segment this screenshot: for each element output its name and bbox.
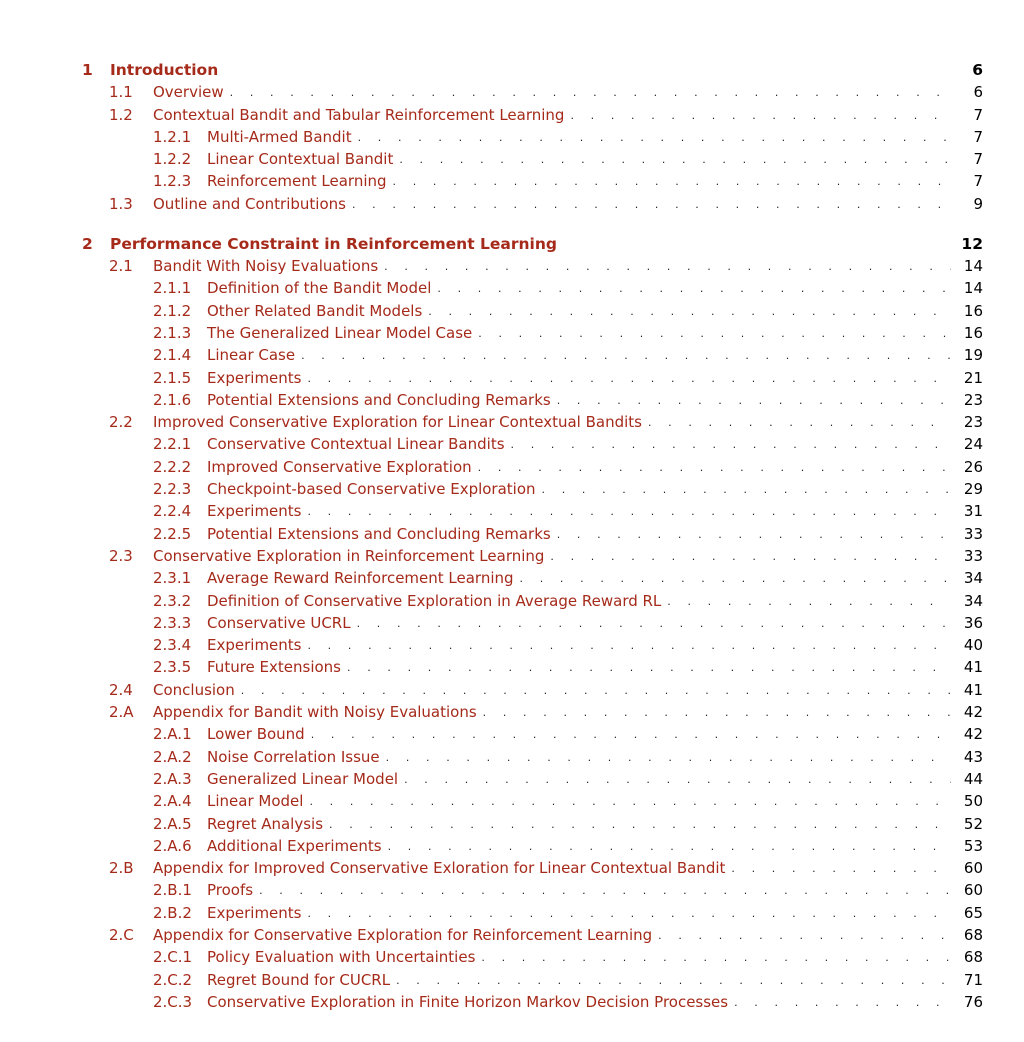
toc-page-number: 41 bbox=[963, 680, 983, 699]
dot-leader bbox=[391, 174, 951, 190]
toc-section-entry[interactable] bbox=[82, 79, 983, 101]
toc-entry-title-link[interactable]: Experiments bbox=[201, 636, 305, 654]
dot-leader bbox=[386, 839, 951, 855]
dot-leader bbox=[350, 197, 951, 213]
toc-entry-number[interactable]: 1.1 bbox=[109, 83, 133, 102]
toc-page-number: 65 bbox=[963, 903, 983, 922]
toc-page-number: 53 bbox=[963, 836, 983, 855]
toc-section-entry[interactable] bbox=[82, 699, 983, 721]
toc-entry-number[interactable]: 2 bbox=[82, 234, 93, 253]
toc-subsection-entry[interactable] bbox=[82, 632, 983, 654]
toc-page-number: 23 bbox=[963, 390, 983, 409]
dot-leader bbox=[327, 817, 951, 833]
toc-entry-title-link[interactable]: Reinforcement Learning bbox=[201, 172, 391, 190]
toc-entry-number[interactable]: 2.B bbox=[109, 859, 134, 878]
toc-section-entry[interactable] bbox=[82, 543, 983, 565]
toc-entry-title-link[interactable]: Experiments bbox=[201, 369, 305, 387]
dot-leader bbox=[435, 281, 951, 297]
toc-entry-title-link[interactable]: Generalized Linear Model bbox=[201, 770, 402, 788]
toc-entry-number[interactable]: 2.1.3 bbox=[153, 323, 192, 342]
toc-entry-title-link[interactable]: Conclusion bbox=[147, 681, 239, 699]
toc-page-number: 33 bbox=[963, 524, 983, 543]
toc-entry-title-link[interactable]: Regret Bound for CUCRL bbox=[201, 971, 394, 989]
dot-leader bbox=[568, 108, 951, 124]
toc-page-number: 34 bbox=[963, 569, 983, 588]
toc-page-number: 19 bbox=[963, 346, 983, 365]
toc-page-number: 52 bbox=[963, 814, 983, 833]
toc-entry-title-link[interactable]: Policy Evaluation with Uncertainties bbox=[201, 948, 479, 966]
toc-entry-title-link[interactable]: Outline and Contributions bbox=[147, 195, 350, 213]
dot-leader bbox=[518, 571, 951, 587]
toc-subsection-entry[interactable] bbox=[82, 610, 983, 632]
toc-entry-number[interactable]: 2.A.4 bbox=[153, 792, 192, 811]
toc-page-number: 29 bbox=[963, 480, 983, 499]
toc-page-number: 24 bbox=[963, 435, 983, 454]
toc-page-number: 68 bbox=[963, 925, 983, 944]
toc-entry-title-link[interactable]: Additional Experiments bbox=[201, 837, 386, 855]
toc-entry-number[interactable]: 2.3.2 bbox=[153, 591, 192, 610]
dot-leader bbox=[345, 660, 951, 676]
toc-page-number: 33 bbox=[963, 546, 983, 565]
toc-page-number: 21 bbox=[963, 368, 983, 387]
toc-page-number: 41 bbox=[963, 658, 983, 677]
toc-entry-title-link[interactable]: Proofs bbox=[201, 881, 257, 899]
toc-subsection-entry[interactable] bbox=[82, 810, 983, 832]
toc-entry-title-link[interactable]: Overview bbox=[147, 83, 228, 101]
dot-leader bbox=[476, 326, 951, 342]
toc-entry-number[interactable]: 2.B.2 bbox=[153, 903, 192, 922]
toc-subsection-entry[interactable] bbox=[82, 743, 983, 765]
toc-section-entry[interactable] bbox=[82, 190, 983, 212]
toc-entry-title-link[interactable]: Linear Case bbox=[201, 346, 299, 364]
toc-entry-number[interactable]: 2.3.3 bbox=[153, 613, 192, 632]
toc-entry-number[interactable]: 1.2.3 bbox=[153, 172, 192, 191]
dot-leader bbox=[481, 705, 951, 721]
toc-page-number: 76 bbox=[963, 992, 983, 1011]
toc-subsection-entry[interactable] bbox=[82, 431, 983, 453]
toc-entry-number[interactable]: 2.C.2 bbox=[153, 970, 193, 989]
toc-entry-number[interactable]: 2.2.3 bbox=[153, 480, 192, 499]
toc-entry-number[interactable]: 2.A.5 bbox=[153, 814, 192, 833]
dot-leader bbox=[309, 727, 951, 743]
toc-chapter-entry[interactable] bbox=[82, 232, 983, 253]
toc-subsection-entry[interactable] bbox=[82, 498, 983, 520]
dot-leader bbox=[426, 304, 951, 320]
toc-entry-number[interactable]: 2.B.1 bbox=[153, 881, 192, 900]
toc-entry-number[interactable]: 1.3 bbox=[109, 194, 133, 213]
toc-entry-title-link[interactable]: Potential Extensions and Concluding Remarks bbox=[201, 391, 555, 409]
toc-subsection-entry[interactable] bbox=[82, 146, 983, 168]
dot-leader bbox=[239, 683, 951, 699]
toc-entry-number[interactable]: 1.2 bbox=[109, 105, 133, 124]
toc-page-number: 6 bbox=[972, 61, 983, 79]
toc-section-entry[interactable] bbox=[82, 253, 983, 275]
toc-section-entry[interactable] bbox=[82, 855, 983, 877]
toc-entry-title-link[interactable]: Conservative Exploration in Reinforcement Learning bbox=[147, 547, 548, 565]
toc-section-entry[interactable] bbox=[82, 922, 983, 944]
toc-page-number: 42 bbox=[963, 703, 983, 722]
toc-page-number: 12 bbox=[961, 234, 983, 253]
toc-page-number: 42 bbox=[963, 725, 983, 744]
toc-entry-number[interactable]: 2.A.2 bbox=[153, 747, 192, 766]
toc-entry-number[interactable]: 2.2.5 bbox=[153, 524, 192, 543]
toc-entry-title-link[interactable]: Multi-Armed Bandit bbox=[201, 128, 356, 146]
dot-leader bbox=[305, 906, 951, 922]
toc-section-entry[interactable] bbox=[82, 409, 983, 431]
dot-leader bbox=[729, 861, 951, 877]
toc-page-number: 44 bbox=[963, 769, 983, 788]
toc-entry-title-link[interactable]: Potential Extensions and Concluding Remarks bbox=[201, 525, 555, 543]
toc-entry-number[interactable]: 2.C bbox=[109, 925, 134, 944]
toc-subsection-entry[interactable] bbox=[82, 364, 983, 386]
toc-entry-title-link[interactable]: Future Extensions bbox=[201, 658, 345, 676]
toc-entry-number[interactable]: 2.2.4 bbox=[153, 502, 192, 521]
toc-page-number: 7 bbox=[973, 150, 983, 169]
dot-leader bbox=[479, 950, 951, 966]
dot-leader bbox=[555, 393, 951, 409]
dot-leader bbox=[307, 794, 951, 810]
dot-leader bbox=[257, 883, 951, 899]
dot-leader bbox=[402, 772, 951, 788]
toc-entry-number[interactable]: 2.1.6 bbox=[153, 390, 192, 409]
toc-entry-number[interactable]: 2.1.4 bbox=[153, 346, 192, 365]
dot-leader bbox=[555, 527, 951, 543]
toc-entry-number[interactable]: 2.2 bbox=[109, 413, 133, 432]
toc-entry-title-link[interactable]: The Generalized Linear Model Case bbox=[201, 324, 476, 342]
toc-entry-title-link[interactable]: Linear Contextual Bandit bbox=[201, 150, 397, 168]
dot-leader bbox=[540, 482, 951, 498]
toc-subsection-entry[interactable] bbox=[82, 788, 983, 810]
toc-subsection-entry[interactable] bbox=[82, 899, 983, 921]
toc-entry-title-link[interactable]: Other Related Bandit Models bbox=[201, 302, 426, 320]
toc-entry-number[interactable]: 1.2.1 bbox=[153, 127, 192, 146]
toc-entry-title-link[interactable]: Average Reward Reinforcement Learning bbox=[201, 569, 518, 587]
dot-leader bbox=[509, 437, 951, 453]
toc-page-number: 7 bbox=[973, 172, 983, 191]
toc-page-number: 60 bbox=[963, 881, 983, 900]
toc-entry-title-link[interactable]: Definition of the Bandit Model bbox=[201, 279, 435, 297]
toc-entry-title-link[interactable]: Experiments bbox=[201, 904, 305, 922]
toc-entry-title-link[interactable]: Bandit With Noisy Evaluations bbox=[147, 257, 382, 275]
toc-subsection-entry[interactable] bbox=[82, 766, 983, 788]
toc-entry-number[interactable]: 2.3.4 bbox=[153, 636, 192, 655]
toc-entry-title-link[interactable]: Appendix for Conservative Exploration for Reinforcement Learning bbox=[147, 926, 656, 944]
dot-leader bbox=[646, 415, 951, 431]
toc-subsection-entry[interactable] bbox=[82, 944, 983, 966]
toc-entry-number[interactable]: 2.1 bbox=[109, 257, 133, 276]
toc-entry-number[interactable]: 2.4 bbox=[109, 680, 133, 699]
toc-subsection-entry[interactable] bbox=[82, 342, 983, 364]
toc-entry-number[interactable]: 2.3.1 bbox=[153, 569, 192, 588]
dot-leader bbox=[384, 750, 951, 766]
toc-page-number: 14 bbox=[963, 279, 983, 298]
toc-subsection-entry[interactable] bbox=[82, 989, 983, 1011]
dot-leader bbox=[382, 259, 951, 275]
toc-page-number: 9 bbox=[973, 194, 983, 213]
toc-entry-number[interactable]: 2.1.5 bbox=[153, 368, 192, 387]
toc-page-number: 43 bbox=[963, 747, 983, 766]
toc-page-number: 7 bbox=[973, 127, 983, 146]
toc-subsection-entry[interactable] bbox=[82, 833, 983, 855]
toc-subsection-entry[interactable] bbox=[82, 966, 983, 988]
toc-entry-title-link[interactable]: Conservative Exploration in Finite Horizon Markov Decision Processes bbox=[201, 993, 732, 1011]
toc-entry-title-link[interactable]: Linear Model bbox=[201, 792, 307, 810]
toc-entry-title-link[interactable]: Conservative UCRL bbox=[201, 614, 355, 632]
dot-leader bbox=[732, 995, 951, 1011]
toc-page-number: 6 bbox=[973, 83, 983, 102]
toc-entry-title-link[interactable]: Contextual Bandit and Tabular Reinforcement Learning bbox=[147, 106, 568, 124]
toc-page-number: 16 bbox=[963, 323, 983, 342]
toc-entry-number[interactable]: 2.3 bbox=[109, 546, 133, 565]
toc-subsection-entry[interactable] bbox=[82, 275, 983, 297]
toc-page-number: 31 bbox=[963, 502, 983, 521]
toc-subsection-entry[interactable] bbox=[82, 877, 983, 899]
toc-entry-title-link[interactable]: Regret Analysis bbox=[201, 815, 327, 833]
toc-section-entry[interactable] bbox=[82, 101, 983, 123]
dot-leader bbox=[228, 85, 951, 101]
toc-entry-number[interactable]: 2.A.1 bbox=[153, 725, 192, 744]
toc-page-number: 40 bbox=[963, 636, 983, 655]
toc-entry-title-link[interactable]: Experiments bbox=[201, 502, 305, 520]
toc-page-number: 7 bbox=[973, 105, 983, 124]
toc-subsection-entry[interactable] bbox=[82, 387, 983, 409]
toc-subsection-entry[interactable] bbox=[82, 654, 983, 676]
toc-entry-title-link[interactable]: Conservative Contextual Linear Bandits bbox=[201, 435, 509, 453]
toc-entry-title-link[interactable]: Improved Conservative Exploration for Linear Contextual Bandits bbox=[147, 413, 646, 431]
dot-leader bbox=[548, 549, 951, 565]
toc-page-number: 50 bbox=[963, 792, 983, 811]
toc-page-number: 71 bbox=[963, 970, 983, 989]
toc-entry-title-link[interactable]: Noise Correlation Issue bbox=[201, 748, 384, 766]
dot-leader bbox=[394, 973, 951, 989]
toc-page-number: 16 bbox=[963, 301, 983, 320]
toc-entry-number[interactable]: 2.1.2 bbox=[153, 301, 192, 320]
toc-section-entry[interactable] bbox=[82, 676, 983, 698]
toc-entry-number[interactable]: 2.C.3 bbox=[153, 992, 193, 1011]
toc-entry-title-link[interactable]: Improved Conservative Exploration bbox=[201, 458, 476, 476]
toc-entry-title-link[interactable]: Checkpoint-based Conservative Exploration bbox=[201, 480, 540, 498]
dot-leader bbox=[305, 638, 951, 654]
toc-subsection-entry[interactable] bbox=[82, 721, 983, 743]
toc-page-number: 36 bbox=[963, 613, 983, 632]
toc-entry-number[interactable]: 2.2.2 bbox=[153, 457, 192, 476]
toc-entry-number[interactable]: 2.A.3 bbox=[153, 769, 192, 788]
toc-entry-title-link[interactable]: Introduction bbox=[104, 61, 222, 79]
dot-leader bbox=[356, 130, 951, 146]
dot-leader bbox=[656, 928, 951, 944]
toc-page-number: 34 bbox=[963, 591, 983, 610]
toc-subsection-entry[interactable] bbox=[82, 320, 983, 342]
toc-chapter-entry[interactable] bbox=[82, 58, 983, 79]
toc-page-number: 60 bbox=[963, 859, 983, 878]
toc-entry-title-link[interactable]: Appendix for Bandit with Noisy Evaluations bbox=[147, 703, 481, 721]
dot-leader bbox=[476, 460, 951, 476]
toc-page-number: 26 bbox=[963, 457, 983, 476]
dot-leader bbox=[355, 616, 951, 632]
toc-entry-number[interactable]: 2.1.1 bbox=[153, 279, 192, 298]
table-of-contents bbox=[82, 58, 983, 1011]
toc-entry-title-link[interactable]: Appendix for Improved Conservative Exloration for Linear Contextual Bandit bbox=[147, 859, 729, 877]
toc-page-number: 23 bbox=[963, 413, 983, 432]
toc-entry-number[interactable]: 2.A.6 bbox=[153, 836, 192, 855]
toc-page-number: 68 bbox=[963, 948, 983, 967]
dot-leader bbox=[299, 348, 951, 364]
toc-entry-number[interactable]: 2.3.5 bbox=[153, 658, 192, 677]
toc-entry-title-link[interactable]: Lower Bound bbox=[201, 725, 309, 743]
dot-leader bbox=[665, 594, 951, 610]
toc-entry-number[interactable]: 1.2.2 bbox=[153, 150, 192, 169]
toc-subsection-entry[interactable] bbox=[82, 297, 983, 319]
toc-subsection-entry[interactable] bbox=[82, 565, 983, 587]
toc-page-number: 14 bbox=[963, 257, 983, 276]
toc-subsection-entry[interactable] bbox=[82, 476, 983, 498]
toc-entry-number[interactable]: 1 bbox=[82, 61, 93, 79]
dot-leader bbox=[305, 504, 951, 520]
dot-leader bbox=[397, 152, 951, 168]
toc-subsection-entry[interactable] bbox=[82, 520, 983, 542]
toc-subsection-entry[interactable] bbox=[82, 453, 983, 475]
toc-subsection-entry[interactable] bbox=[82, 587, 983, 609]
toc-entry-title-link[interactable]: Definition of Conservative Exploration in Average Reward RL bbox=[201, 592, 665, 610]
toc-entry-number[interactable]: 2.2.1 bbox=[153, 435, 192, 454]
toc-entry-title-link[interactable]: Performance Constraint in Reinforcement Learning bbox=[104, 235, 561, 253]
toc-subsection-entry[interactable] bbox=[82, 168, 983, 190]
toc-entry-number[interactable]: 2.C.1 bbox=[153, 948, 193, 967]
toc-entry-number[interactable]: 2.A bbox=[109, 703, 134, 722]
dot-leader bbox=[305, 371, 951, 387]
toc-subsection-entry[interactable] bbox=[82, 124, 983, 146]
